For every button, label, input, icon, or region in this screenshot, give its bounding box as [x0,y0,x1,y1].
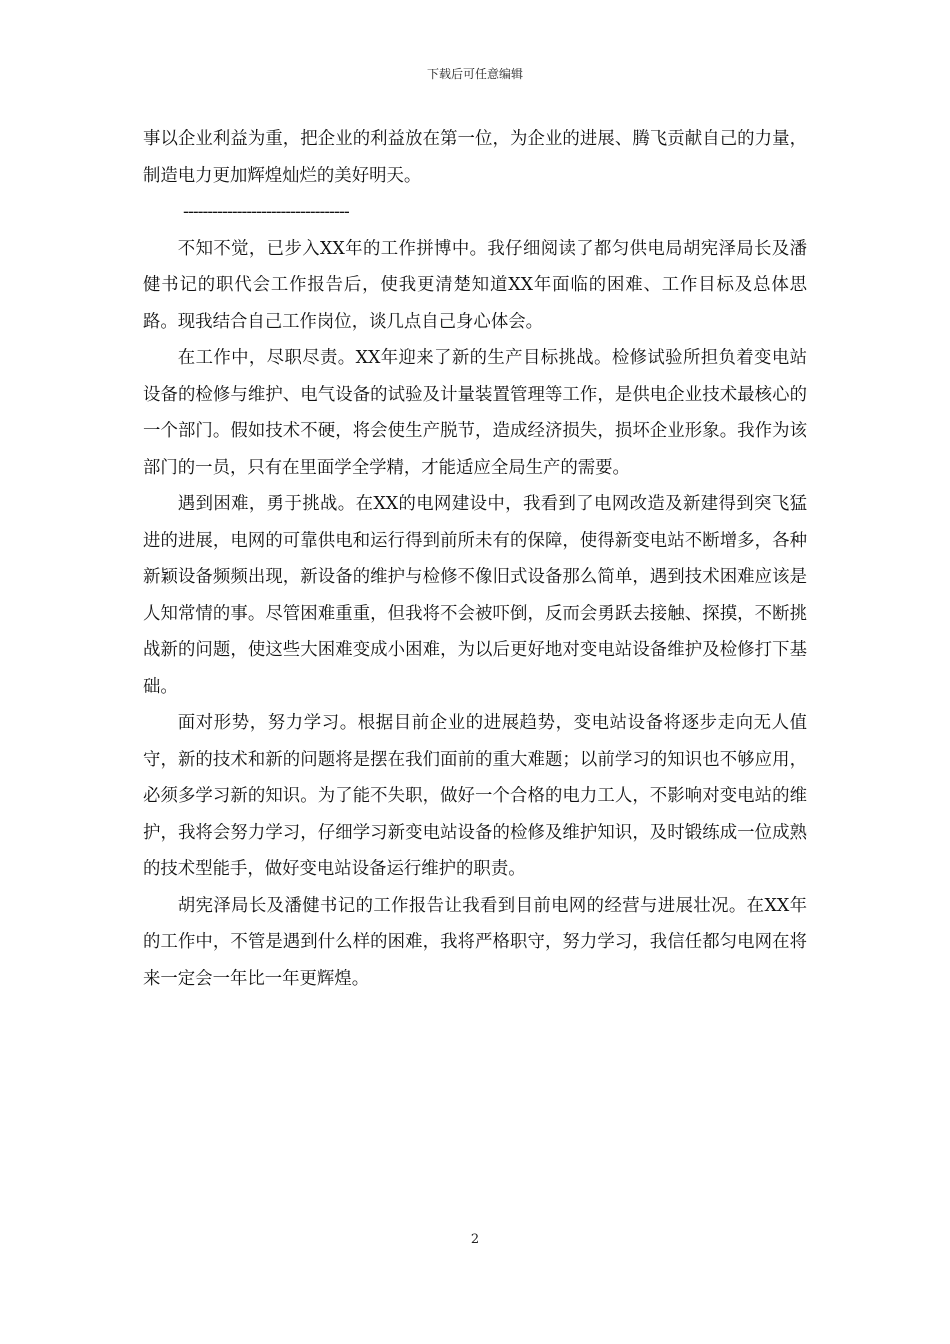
paragraph-conclusion: 胡宪泽局长及潘健书记的工作报告让我看到目前电网的经营与进展壮况。在XX年的工作中，不管是遇到什么样的困难，我将严格职守，努力学习，我信任都匀电网在将来一定会一年比一年更辉煌。 [143,895,807,989]
page-number: 2 [470,1232,480,1247]
page-header: 下载后可任意编辑 [426,67,523,81]
paragraph-challenge: 遇到困难，勇于挑战。在XX的电网建设中，我看到了电网改造及新建得到突飞猛进的进展，电网的可靠供电和运行得到前所未有的保障，使得新变电站不断增多，各种新颖设备频频出现，新设备的维护与检修不像旧式设备那么简单，遇到技术困难应该是人知常情的事。尽管困难重重，但我将不会被吓倒，反而会勇跃去接触、探摸，不断挑战新的问题，使这些大困难变成小困难，为以后更好地对变电站设备维护及检修打下基础。 [143,494,807,697]
paragraph-continued: 事以企业利益为重，把企业的利益放在第一位，为企业的进展、腾飞贡献自己的力量，制造电力更加辉煌灿烂的美好明天。 [143,129,807,186]
paragraph-intro: 不知不觉，已步入XX年的工作拼博中。我仔细阅读了都匀供电局胡宪泽局长及潘健书记的职代会工作报告后，使我更清楚知道XX年面临的困难、工作目标及总体思路。现我结合自己工作岗位，谈几点自己身心体会。 [143,238,807,332]
separator-line: ---------------------------------- [183,202,349,222]
document-body [143,121,807,997]
paragraph-duty: 在工作中，尽职尽责。XX年迎来了新的生产目标挑战。检修试验所担负着变电站设备的检修与维护、电气设备的试验及计量装置管理等工作，是供电企业技术最核心的一个部门。假如技术不硬，将会使生产脱节，造成经济损失，损坏企业形象。我作为该部门的一员，只有在里面学全学精，才能适应全局生产的需要。 [143,348,807,478]
paragraph-study: 面对形势，努力学习。根据目前企业的进展趋势，变电站设备将逐步走向无人值守，新的技术和新的问题将是摆在我们面前的重大难题；以前学习的知识也不够应用，必须多学习新的知识。为了能不失职，做好一个合格的电力工人，不影响对变电站的维护，我将会努力学习，仔细学习新变电站设备的检修及维护知识，及时锻练成一位成熟的技术型能手，做好变电站设备运行维护的职责。 [143,713,807,879]
